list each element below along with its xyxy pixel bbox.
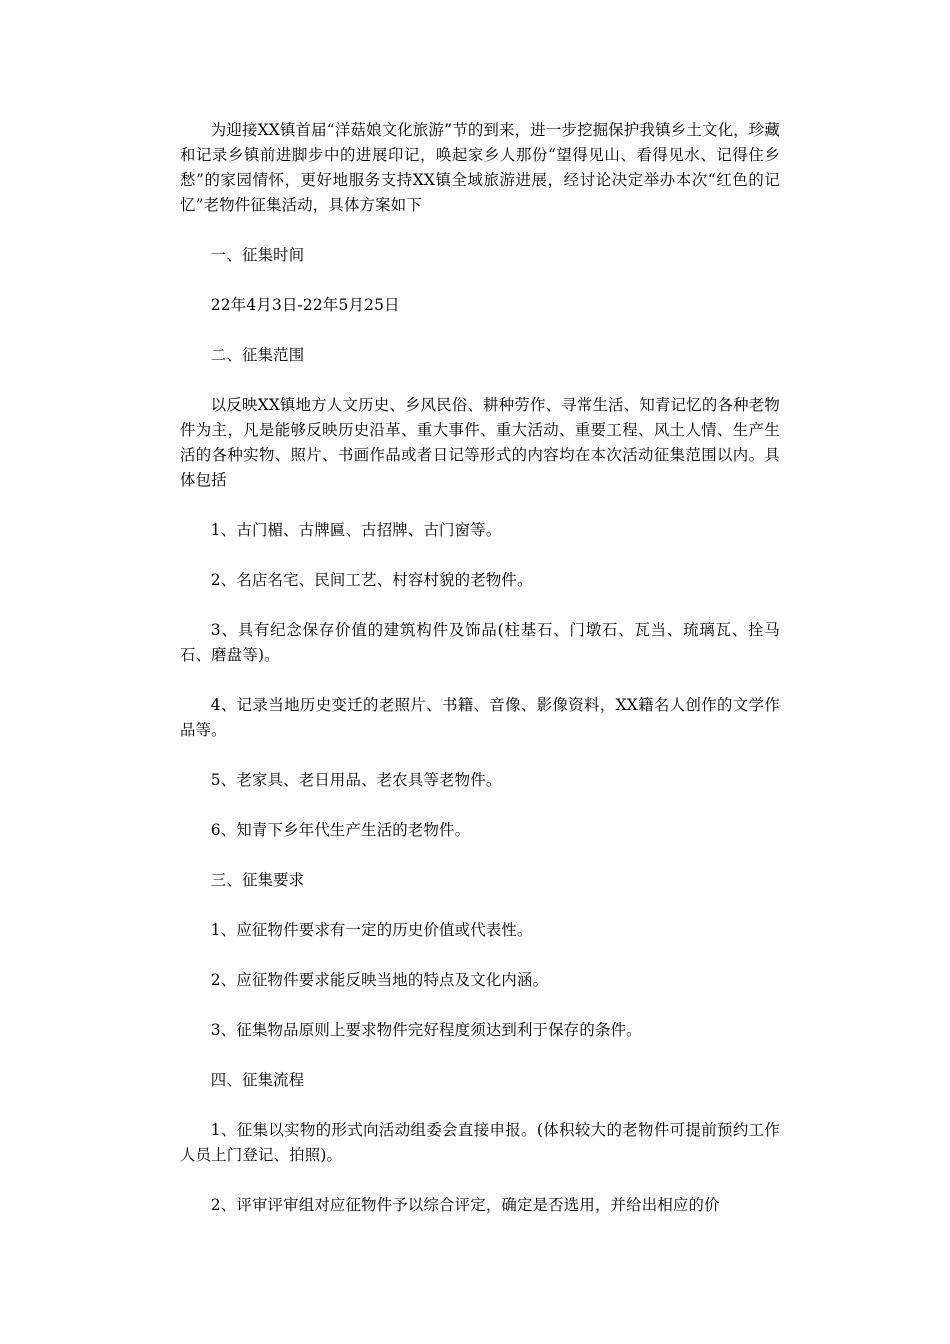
section-heading-requirements: 三、征集要求 (210, 871, 305, 889)
section-heading-time: 一、征集时间 (210, 246, 305, 264)
requirement-item-1: 1、应征物件要求有一定的历史价值或代表性。 (210, 921, 533, 939)
requirement-item-3: 3、征集物品原则上要求物件完好程度须达到利于保存的条件。 (210, 1021, 642, 1039)
collection-period: 22年4月3日-22年5月25日 (210, 296, 400, 314)
process-item-2: 2、评审评审组对应征物件予以综合评定，确定是否选用，并给出相应的价 (210, 1196, 720, 1214)
process-item-1: 1、征集以实物的形式向活动组委会直接申报。(体积较大的老物件可提前预约工作人员上门登记、拍照)。 (180, 1121, 780, 1164)
intro-paragraph: 为迎接XX镇首届“洋菇娘文化旅游”节的到来，进一步挖掘保护我镇乡土文化，珍藏和记录乡镇前进脚步中的进展印记，唤起家乡人那份“望得见山、看得见水、记得住乡愁”的家园情怀，更好地服务支持XX镇全域旅游进展，经讨论决定举办本次“红色的记忆”老物件征集活动，具体方案如下 (180, 121, 780, 214)
scope-item-1: 1、古门楣、古牌匾、古招牌、古门窗等。 (210, 521, 502, 539)
scope-paragraph: 以反映XX镇地方人文历史、乡风民俗、耕种劳作、寻常生活、知青记忆的各种老物件为主，凡是能够反映历史沿革、重大事件、重大活动、重要工程、风土人情、生产生活的各种实物、照片、书画作品或者日记等形式的内容均在本次活动征集范围以内。具体包括 (180, 396, 780, 489)
section-heading-scope: 二、征集范围 (210, 346, 305, 364)
requirement-item-2: 2、应征物件要求能反映当地的特点及文化内涵。 (210, 971, 549, 989)
document-body (180, 118, 780, 1218)
scope-item-3: 3、具有纪念保存价值的建筑构件及饰品(柱基石、门墩石、瓦当、琉璃瓦、拴马石、磨盘等)。 (180, 621, 780, 664)
section-heading-process: 四、征集流程 (210, 1071, 305, 1089)
scope-item-6: 6、知青下乡年代生产生活的老物件。 (210, 821, 471, 839)
scope-item-5: 5、老家具、老日用品、老农具等老物件。 (210, 771, 502, 789)
scope-item-4: 4、记录当地历史变迁的老照片、书籍、音像、影像资料，XX籍名人创作的文学作品等。 (180, 696, 780, 739)
scope-item-2: 2、名店名宅、民间工艺、村容村貌的老物件。 (210, 571, 533, 589)
